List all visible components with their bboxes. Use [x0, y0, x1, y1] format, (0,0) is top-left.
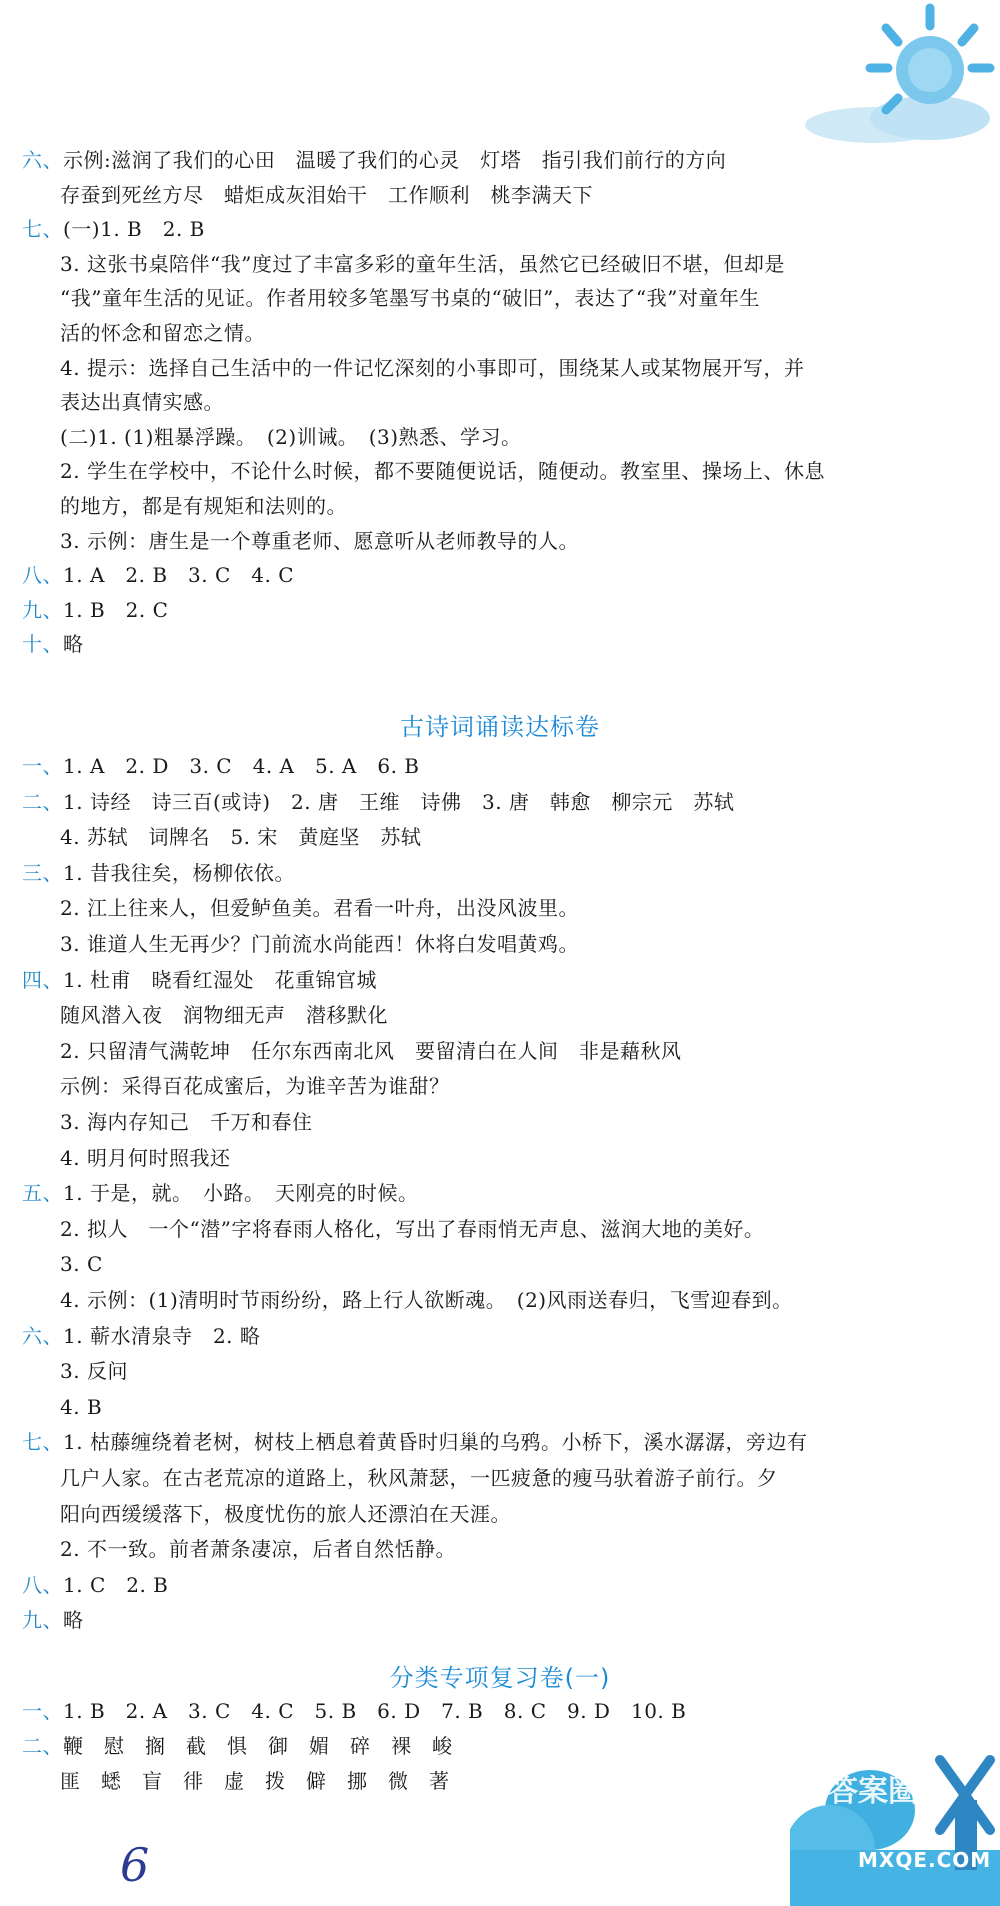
answer-line	[60, 319, 265, 347]
answer-line	[60, 250, 785, 278]
section-title: 古诗词诵读达标卷	[400, 713, 600, 741]
question-number: 六、	[22, 148, 63, 172]
answer-text: 2. 江上往来人，但爱鲈鱼美。君看一叶舟，出没风波里。	[60, 896, 579, 921]
answer-line	[60, 1215, 764, 1243]
handwritten-page-number: 6	[120, 1838, 150, 1892]
answer-text: 略	[63, 632, 84, 657]
question-number: 二、	[22, 1734, 63, 1758]
question-number: 二、	[22, 789, 63, 814]
answer-text: 3. 谁道人生无再少？门前流水尚能西！休将白发唱黄鸡。	[60, 932, 579, 956]
answer-line	[60, 1250, 103, 1278]
answer-text: 存蚕到死丝方尽 蜡炬成灰泪始干 工作顺利 桃李满天下	[60, 182, 593, 207]
question-number: 四、	[22, 967, 63, 992]
answer-line	[60, 527, 579, 555]
answer-line	[60, 823, 421, 851]
answer-line	[22, 1697, 686, 1725]
answer-text: 鞭 慰 搁 截 惧 御 媚 碎 裸 峻	[63, 1734, 453, 1758]
answer-line	[22, 1179, 418, 1207]
answer-text: 1. 蕲水清泉寺 2. 略	[63, 1323, 261, 1348]
answer-text: 示例：采得百花成蜜后，为谁辛苦为谁甜？	[60, 1074, 450, 1099]
answer-line	[60, 1393, 102, 1421]
windmill-decoration-icon	[790, 1740, 1000, 1906]
question-number: 九、	[22, 1608, 63, 1633]
question-number: 八、	[22, 1572, 63, 1597]
answer-line	[22, 752, 420, 780]
answer-line	[60, 930, 579, 958]
answer-line	[22, 146, 726, 174]
question-number: 七、	[22, 217, 63, 242]
answer-line	[60, 1357, 128, 1385]
answer-text: 1. C 2. B	[63, 1572, 169, 1597]
answer-text: 3. 海内存知己 千万和春住	[60, 1110, 313, 1134]
answer-text: 1. A 2. B 3. C 4. C	[63, 563, 295, 588]
answer-line	[22, 1571, 168, 1599]
answer-line	[60, 1072, 450, 1100]
sun-cloud-decoration-icon	[780, 0, 1000, 150]
answer-text: 1. 诗经 诗三百(或诗) 2. 唐 王维 诗佛 3. 唐 韩愈 柳宗元 苏轼	[63, 789, 735, 814]
answer-line	[60, 423, 522, 451]
answer-text: 1. B 2. A 3. C 4. C 5. B 6. D 7. B 8. C 9. D 10. B	[63, 1699, 687, 1723]
watermark-url: MXQE.COM	[858, 1848, 992, 1872]
answer-text: (一)1. B 2. B	[63, 217, 205, 242]
answer-text: (二)1. (1)粗暴浮躁。 (2)训诫。 (3)熟悉、学习。	[60, 424, 522, 449]
question-number: 十、	[22, 632, 63, 657]
answer-line	[60, 1535, 456, 1563]
answer-text: 3. 反问	[60, 1359, 128, 1384]
answer-text: 4. 示例：(1)清明时节雨纷纷，路上行人欲断魂。 (2)风雨送春归，飞雪迎春到。	[60, 1288, 793, 1312]
answer-text: 1. B 2. C	[63, 597, 169, 622]
answer-text: “我”童年生活的见证。作者用较多笔墨写书桌的“破旧”，表达了“我”对童年生	[60, 286, 760, 311]
section-title: 分类专项复习卷(一)	[389, 1664, 611, 1692]
answer-text: 2. 只留清气满乾坤 任尔东西南北风 要留清白在人间 非是藉秋风	[60, 1038, 682, 1063]
question-number: 八、	[22, 563, 63, 588]
answer-text: 随风潜入夜 润物细无声 潜移默化	[60, 1003, 388, 1028]
answer-line	[60, 1001, 388, 1029]
answer-line	[22, 596, 168, 624]
answer-text: 3. 这张书桌陪伴“我”度过了丰富多彩的童年生活，虽然它已经破旧不堪，但却是	[60, 251, 785, 276]
answer-line	[60, 1767, 450, 1795]
question-number: 五、	[22, 1181, 63, 1206]
answer-line	[60, 894, 579, 922]
answer-line	[22, 630, 84, 658]
question-number: 三、	[22, 860, 63, 885]
answer-text: 4. B	[60, 1394, 103, 1419]
answer-line	[22, 788, 734, 816]
answer-text: 3. 示例：唐生是一个尊重老师、愿意听从老师教导的人。	[60, 528, 579, 553]
answer-text: 1. 于是，就。 小路。 天刚亮的时候。	[63, 1181, 419, 1206]
answer-text: 示例:滋润了我们的心田 温暖了我们的心灵 灯塔 指引我们前行的方向	[63, 148, 727, 172]
answer-text: 1. 昔我往矣，杨柳依依。	[63, 860, 295, 885]
answer-line	[60, 1500, 511, 1528]
answer-line	[60, 1108, 312, 1136]
answer-text: 4. 提示：选择自己生活中的一件记忆深刻的小事即可，围绕某人或某物展开写，并	[60, 355, 805, 380]
answer-text: 1. 枯藤缠绕着老树，树枝上栖息着黄昏时归巢的乌鸦。小桥下，溪水潺潺，旁边有	[63, 1430, 808, 1455]
answer-line	[22, 561, 294, 589]
answer-text: 4. 苏轼 词牌名 5. 宋 黄庭坚 苏轼	[60, 825, 422, 850]
answer-text: 4. 明月何时照我还	[60, 1145, 231, 1170]
answer-line	[60, 1037, 681, 1065]
answer-line	[60, 388, 224, 416]
answer-text: 略	[63, 1608, 84, 1633]
answer-line	[22, 1428, 807, 1456]
answer-text: 匪 蟋 盲 徘 虚 拨 僻 挪 微 著	[60, 1769, 450, 1793]
answer-line	[22, 1322, 260, 1350]
answer-text: 1. 杜甫 晓看红湿处 花重锦官城	[63, 967, 377, 992]
answer-text: 2. 学生在学校中，不论什么时候，都不要随便说话，随便动。教室里、操场上、休息	[60, 459, 825, 484]
answer-text: 3. C	[60, 1252, 103, 1277]
answer-text: 2. 拟人 一个“潜”字将春雨人格化，写出了春雨悄无声息、滋润大地的美好。	[60, 1216, 765, 1241]
answer-line	[22, 1732, 453, 1760]
answer-text: 1. A 2. D 3. C 4. A 5. A 6. B	[63, 754, 420, 778]
answer-text: 表达出真情实感。	[60, 390, 224, 415]
answer-text: 的地方，都是有规矩和法则的。	[60, 494, 347, 518]
answer-text: 几户人家。在古老荒凉的道路上，秋风萧瑟，一匹疲惫的瘦马驮着游子前行。夕	[60, 1466, 778, 1490]
answer-line	[60, 1144, 230, 1172]
answer-line	[60, 354, 804, 382]
answer-line	[60, 181, 593, 209]
answer-line	[60, 457, 825, 485]
answer-line	[22, 966, 377, 994]
answer-text: 2. 不一致。前者萧条凄凉，后者自然恬静。	[60, 1537, 456, 1562]
answer-line	[60, 284, 760, 312]
answer-line	[60, 1464, 778, 1492]
answer-text: 活的怀念和留恋之情。	[60, 321, 265, 345]
answer-text: 阳向西缓缓落下，极度忧伤的旅人还漂泊在天涯。	[60, 1501, 511, 1526]
question-number: 九、	[22, 597, 63, 622]
question-number: 一、	[22, 1699, 63, 1723]
answer-line	[60, 492, 347, 520]
answer-line	[22, 859, 295, 887]
question-number: 六、	[22, 1323, 63, 1348]
answer-line	[60, 1286, 793, 1314]
answer-line	[22, 1606, 84, 1634]
question-number: 七、	[22, 1430, 63, 1455]
question-number: 一、	[22, 754, 63, 778]
answer-line	[22, 215, 205, 243]
watermark-logo-text: 答案圈	[828, 1774, 918, 1809]
